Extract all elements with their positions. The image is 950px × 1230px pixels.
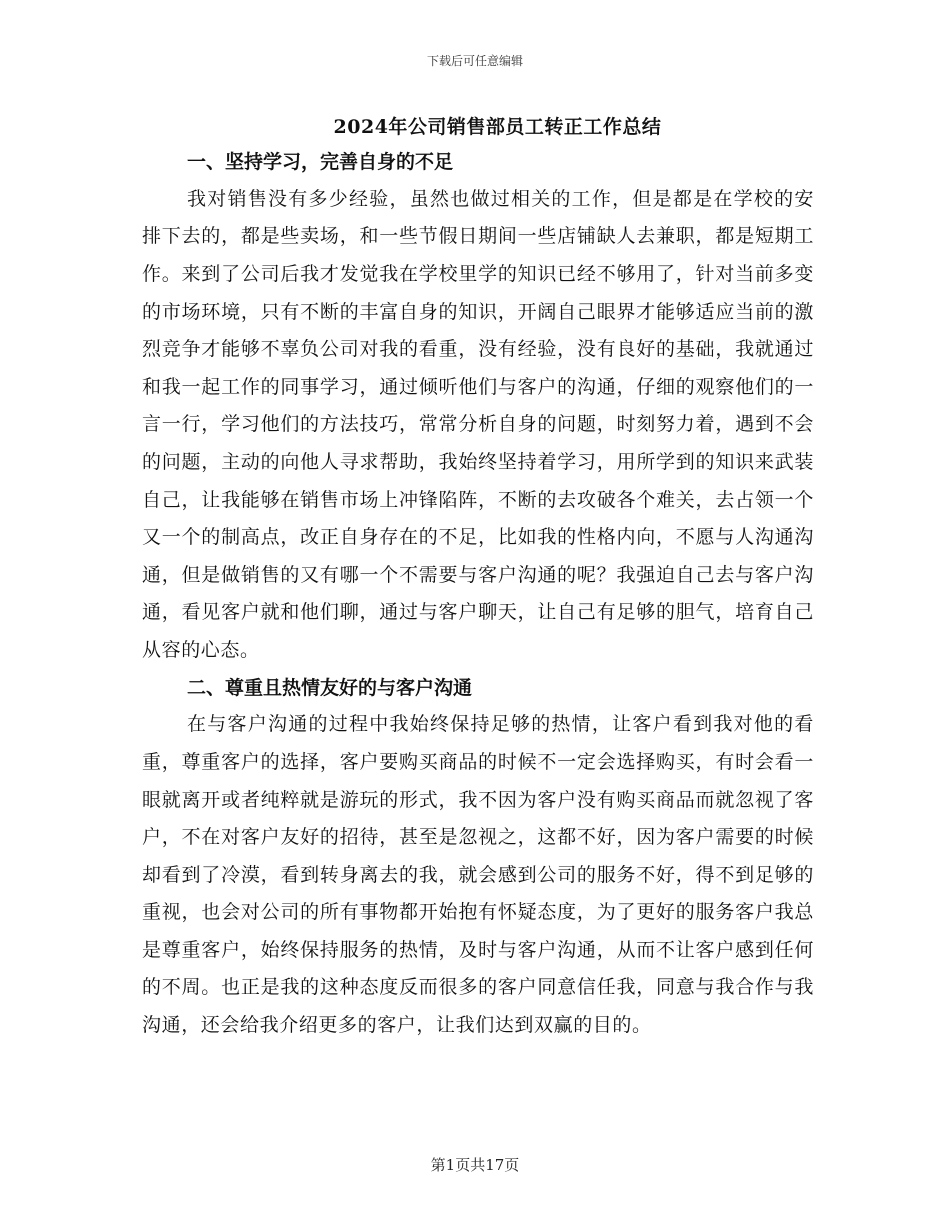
document-body (142, 144, 814, 1045)
section-2-heading: 二、尊重且热情友好的与客户沟通 (187, 676, 473, 699)
page-number: 第1页共17页 (430, 1156, 520, 1174)
page-header-note: 下载后可任意编辑 (426, 54, 523, 68)
document-title: 2024年公司销售部员工转正工作总结 (333, 116, 662, 138)
section-1-heading: 一、坚持学习，完善自身的不足 (187, 151, 454, 173)
section-2-paragraph: 在与客户沟通的过程中我始终保持足够的热情，让客户看到我对他的看重，尊重客户的选择，客户要购买商品的时候不一定会选择购买，有时会看一眼就离开或者纯粹就是游玩的形式，我不因为客户没有购买商品而就忽视了客户，不在对客户友好的招待，甚至是忽视之，这都不好，因为客户需要的时候却看到了冷漠，看到转身离去的我，就会感到公司的服务不好，得不到足够的重视，也会对公司的所有事物都开始抱有怀疑态度，为了更好的服务客户我总是尊重客户，始终保持服务的热情，及时与客户沟通，从而不让客户感到任何的不周。也正是我的这种态度反而很多的客户同意信任我，同意与我合作与我沟通，还会给我介绍更多的客户，让我们达到双赢的目的。 (142, 713, 814, 1037)
section-1-paragraph: 我对销售没有多少经验，虽然也做过相关的工作，但是都是在学校的安排下去的，都是些卖场，和一些节假日期间一些店铺缺人去兼职，都是短期工作。来到了公司后我才发觉我在学校里学的知识已经不够用了，针对当前多变的市场环境，只有不断的丰富自身的知识，开阔自己眼界才能够适应当前的激烈竞争才能够不辜负公司对我的看重，没有经验，没有良好的基础，我就通过和我一起工作的同事学习，通过倾听他们与客户的沟通，仔细的观察他们的一言一行，学习他们的方法技巧，常常分析自身的问题，时刻努力着，遇到不会的问题，主动的向他人寻求帮助，我始终坚持着学习，用所学到的知识来武装自己，让我能够在销售市场上冲锋陷阵，不断的去攻破各个难关，去占领一个又一个的制高点，改正自身存在的不足，比如我的性格内向，不愿与人沟通沟通，但是做销售的又有哪一个不需要与客户沟通的呢？我强迫自己去与客户沟通，看见客户就和他们聊，通过与客户聊天，让自己有足够的胆气，培育自己从容的心态。 (142, 187, 814, 661)
